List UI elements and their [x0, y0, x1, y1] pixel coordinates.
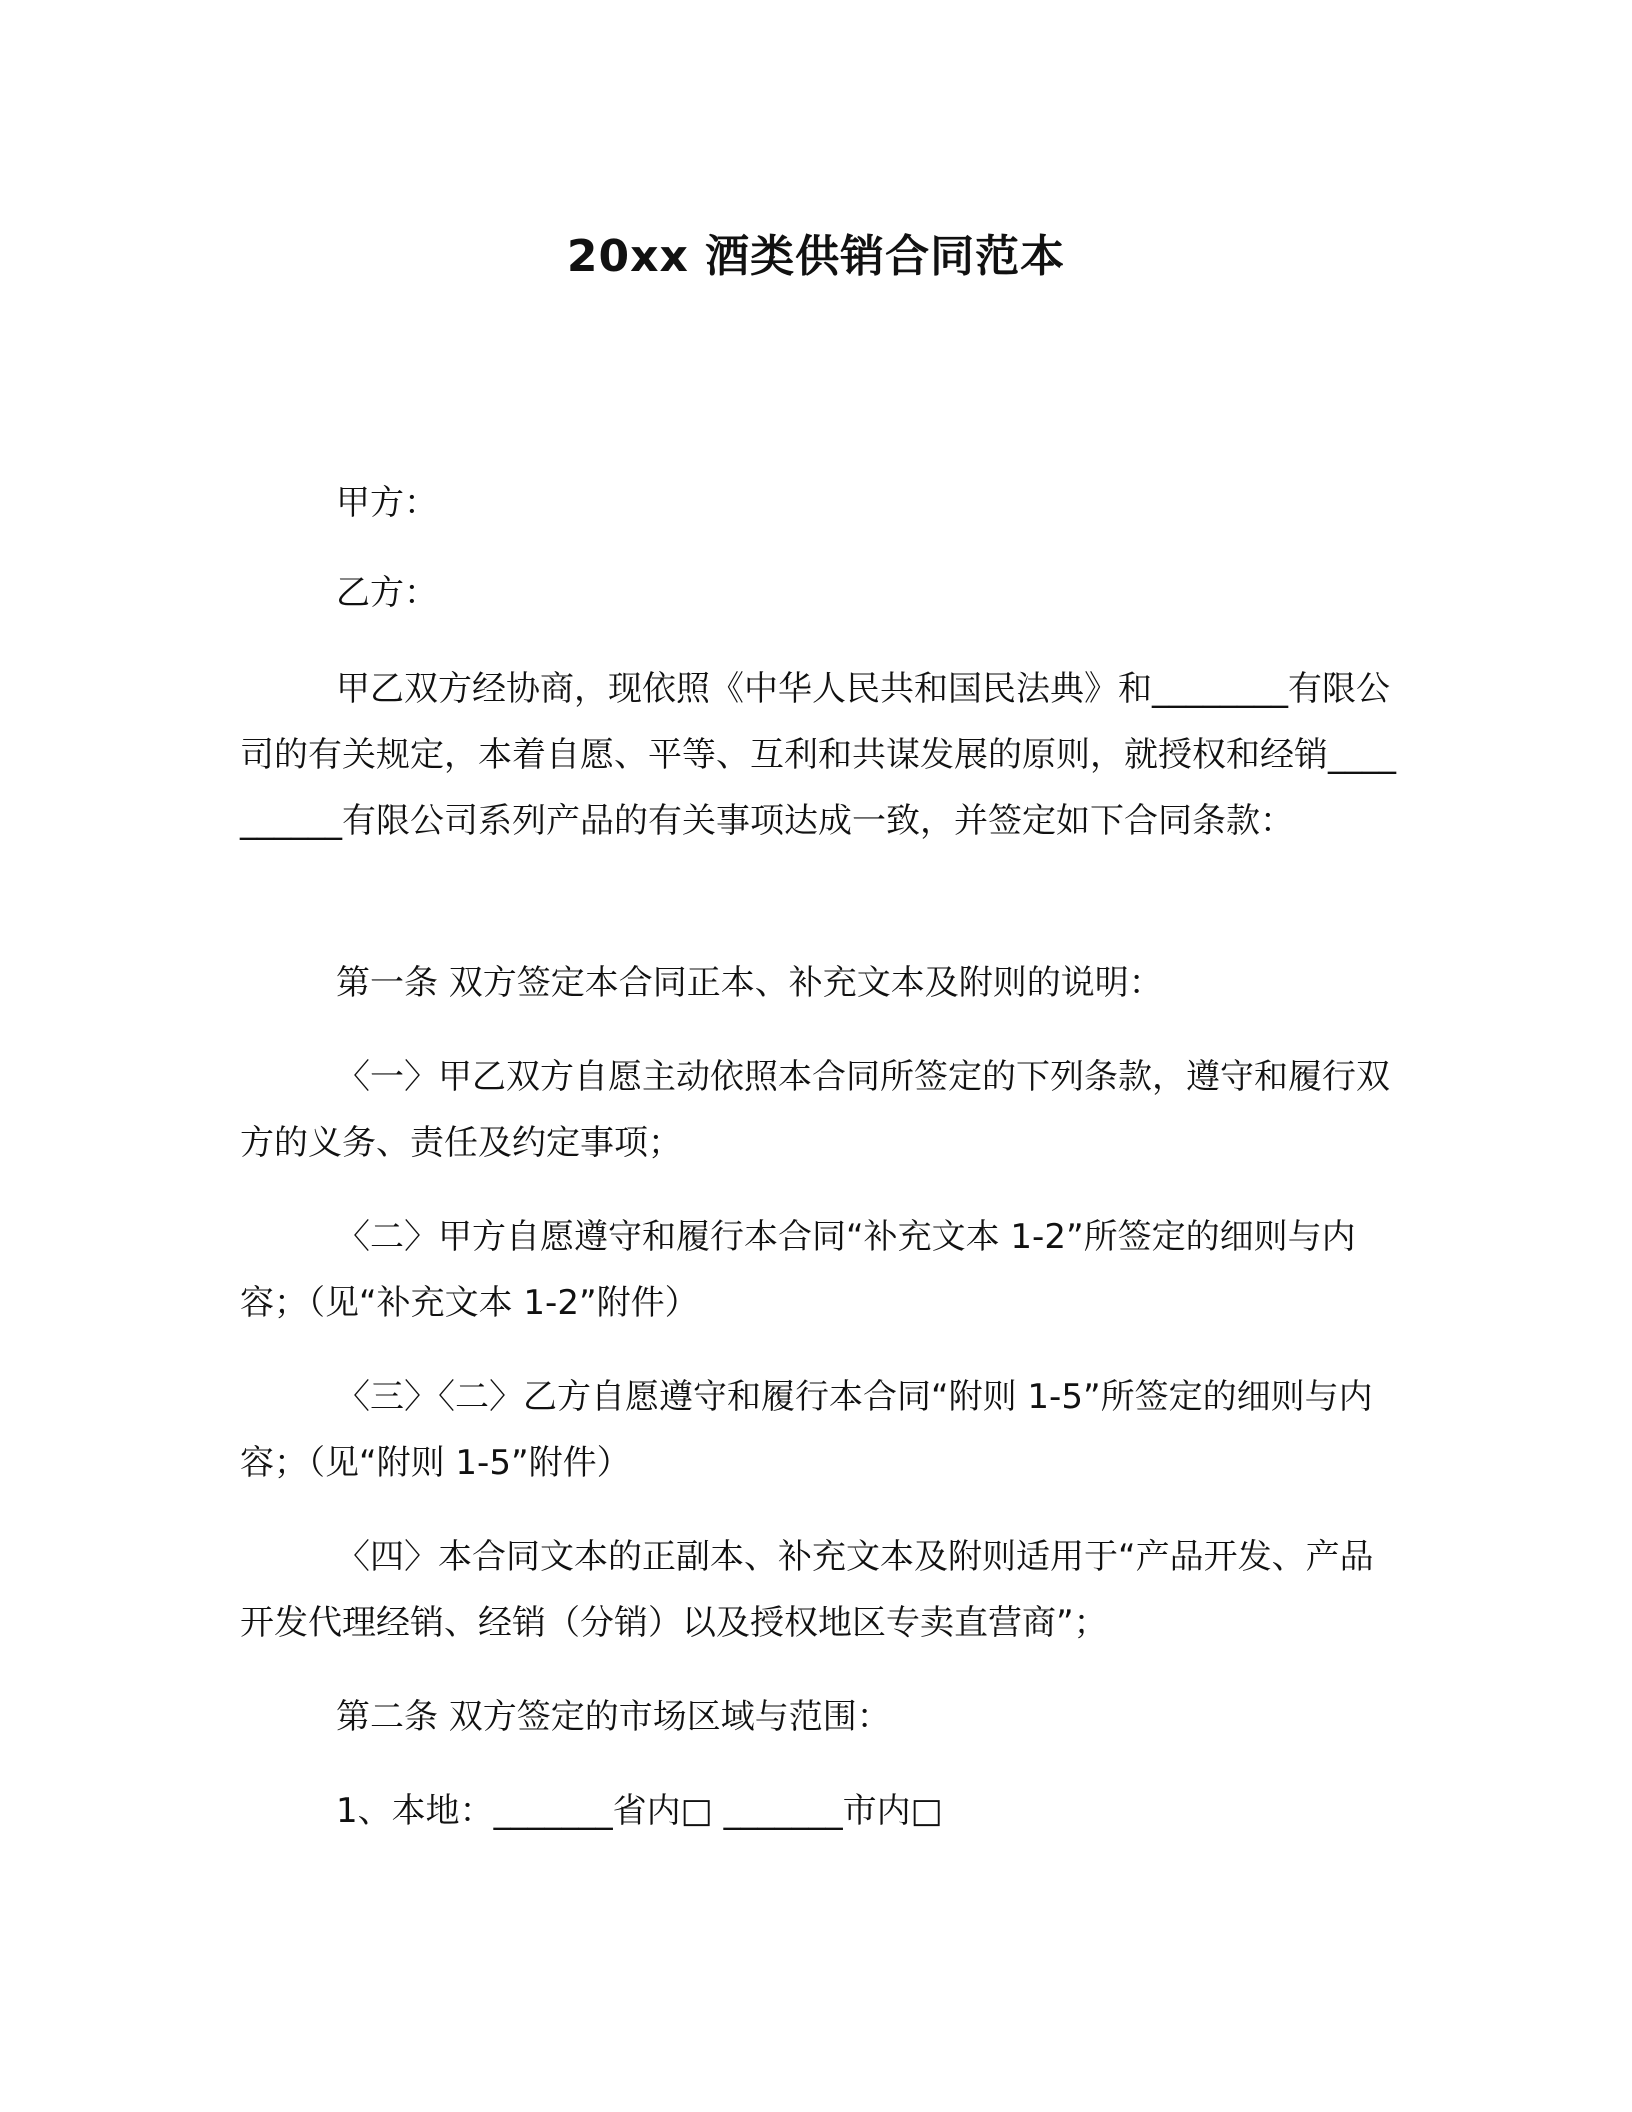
article-1-item-3: 〈三〉〈二〉乙方自愿遵守和履行本合同“附则 1-5”所签定的细则与内容；（见“附则 1-5”附件）	[240, 1377, 1373, 1483]
article-2-heading: 第二条 双方签定的市场区域与范围：	[336, 1697, 891, 1737]
document-title: 20xx 酒类供销合同范本	[566, 231, 1066, 282]
party-b-label: 乙方：	[336, 573, 438, 613]
article-1-item-4: 〈四〉本合同文本的正副本、补充文本及附则适用于“产品开发、产品开发代理经销、经销（分销）以及授权地区专卖直营商”；	[240, 1537, 1374, 1643]
party-a-label: 甲方：	[336, 483, 438, 523]
article-1-heading: 第一条 双方签定本合同正本、补充文本及附则的说明：	[336, 963, 1163, 1003]
article-1-item-1: 〈一〉甲乙双方自愿主动依照本合同所签定的下列条款，遵守和履行双方的义务、责任及约定事项；	[240, 1057, 1390, 1163]
article-1-item-2: 〈二〉甲方自愿遵守和履行本合同“补充文本 1-2”所签定的细则与内容；（见“补充文本 1-2”附件）	[240, 1217, 1356, 1323]
article-2-item-1: 1、本地：_______省内□ _______市内□	[336, 1791, 943, 1831]
intro-paragraph: 甲乙双方经协商，现依照《中华人民共和国民法典》和________有限公司的有关规定，本着自愿、平等、互利和共谋发展的原则，就授权和经销__________有限公司系列产品的有关事项达成一致，并签定如下合同条款：	[240, 669, 1396, 841]
